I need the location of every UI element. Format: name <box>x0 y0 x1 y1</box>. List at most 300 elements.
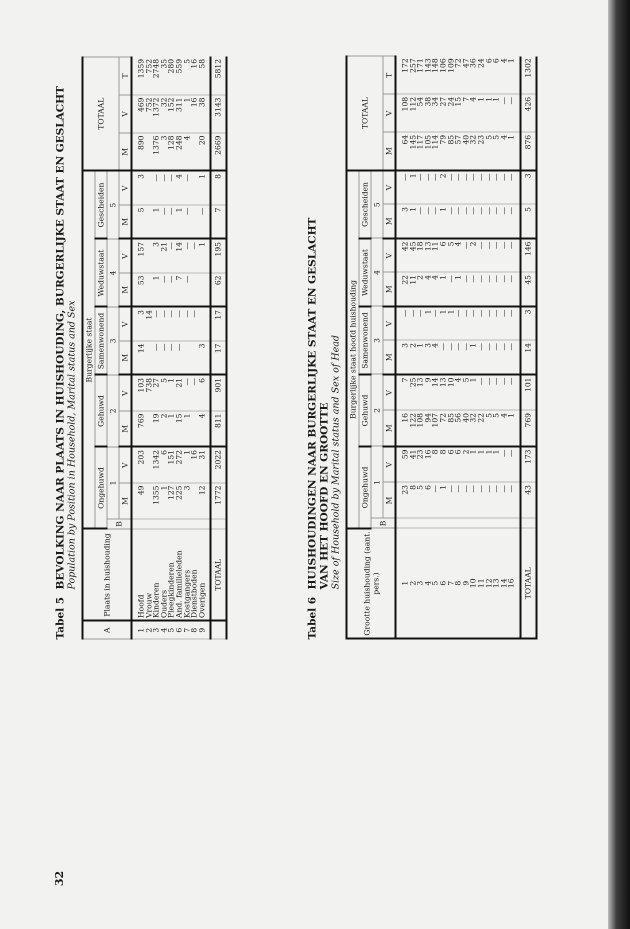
value-cell: 1 <box>477 447 485 483</box>
value-cell: 6 <box>493 56 501 94</box>
value-cell: 4 <box>500 132 508 170</box>
value-cell: 40 <box>462 132 470 170</box>
value-cell: 57 <box>455 132 463 170</box>
value-cell: — <box>500 94 508 132</box>
value-cell: 5 <box>132 205 146 239</box>
value-cell: — <box>500 205 508 239</box>
value-cell: — <box>183 375 191 411</box>
value-cell: 1 <box>153 273 161 307</box>
b-header: B <box>371 519 396 529</box>
value-cell: — <box>462 483 470 519</box>
value-cell: 1772 <box>211 483 227 519</box>
value-cell: 127 <box>168 483 176 519</box>
sex-header: V <box>119 239 132 273</box>
value-cell: 1 <box>409 205 417 239</box>
value-cell: 1 <box>160 483 168 519</box>
value-cell: 8 <box>439 447 447 483</box>
sex-header: M <box>383 341 396 375</box>
value-cell: 16 <box>191 447 199 483</box>
value-cell: — <box>396 170 410 204</box>
row-label: 8 <box>455 529 463 639</box>
value-cell: 7 <box>175 273 183 307</box>
value-cell: 6 <box>439 239 447 273</box>
value-cell: — <box>508 170 521 204</box>
value-cell: — <box>477 483 485 519</box>
total-sex-header: M <box>383 132 396 170</box>
value-cell: 23 <box>396 483 410 519</box>
value-cell: — <box>168 307 176 341</box>
group-header-gehuwd: Gehuwd <box>95 375 107 447</box>
group-header-gehuwd: Gehuwd <box>359 375 371 447</box>
sex-header: M <box>383 483 396 519</box>
value-cell: 5 <box>160 375 168 411</box>
value-cell: 43 <box>520 483 536 519</box>
value-cell: 1 <box>168 411 176 447</box>
value-cell: 426 <box>520 94 536 132</box>
row-label: 3 <box>417 529 425 639</box>
value-cell: 769 <box>520 411 536 447</box>
b-cell <box>447 519 455 529</box>
value-cell: — <box>485 273 493 307</box>
value-cell: 59 <box>396 447 410 483</box>
row-label: 16 <box>508 529 521 639</box>
value-cell: 1 <box>439 273 447 307</box>
value-cell: — <box>160 171 168 205</box>
value-cell: 203 <box>132 447 146 483</box>
b-cell <box>409 519 417 529</box>
sex-header: V <box>383 307 396 341</box>
value-cell: 23 <box>477 132 485 170</box>
value-cell: 36 <box>470 56 478 94</box>
value-cell: 42 <box>396 239 410 273</box>
sex-header: M <box>383 205 396 239</box>
value-cell <box>191 273 199 307</box>
row-label: TOTAAL <box>211 529 227 621</box>
value-cell: — <box>175 341 183 375</box>
sex-header: M <box>383 411 396 447</box>
value-cell: 4 <box>470 94 478 132</box>
value-cell: — <box>470 205 478 239</box>
value-cell: 22 <box>477 411 485 447</box>
row-label: TOTAAL <box>520 529 536 639</box>
value-cell: 72 <box>455 56 463 94</box>
group-number: 4 <box>371 239 383 307</box>
b-cell <box>470 519 478 529</box>
table-row <box>175 57 183 639</box>
row-label: Vrouw <box>145 529 153 621</box>
value-cell: 3 <box>198 341 211 375</box>
value-cell: 5 <box>447 239 455 273</box>
row-label-header: Grootte huishouding (aant. pers.) <box>347 529 396 639</box>
value-cell: — <box>424 205 432 239</box>
value-cell: 22 <box>396 273 410 307</box>
value-cell: 79 <box>439 132 447 170</box>
value-cell: 6 <box>485 56 493 94</box>
value-cell: 1 <box>175 205 183 239</box>
value-cell: 24 <box>447 94 455 132</box>
rotated-content <box>55 60 600 640</box>
value-cell: 18 <box>417 239 425 273</box>
value-cell: — <box>493 273 501 307</box>
value-cell: — <box>508 94 521 132</box>
value-cell: 5 <box>493 132 501 170</box>
sex-header: V <box>383 375 396 411</box>
group-number: 3 <box>371 307 383 375</box>
group-number: 2 <box>371 375 383 447</box>
value-cell: — <box>175 307 183 341</box>
value-cell: 1355 <box>153 483 161 519</box>
value-cell: — <box>417 205 425 239</box>
value-cell: 2 <box>160 411 168 447</box>
value-cell: 1 <box>439 205 447 239</box>
value-cell: 172 <box>396 56 410 94</box>
value-cell: 32 <box>470 411 478 447</box>
totaal-header: TOTAAL <box>83 57 120 171</box>
value-cell: — <box>508 341 521 375</box>
sex-header: V <box>119 375 132 411</box>
value-cell: 17 <box>211 341 227 375</box>
table-row <box>183 57 191 639</box>
value-cell: — <box>183 239 191 273</box>
value-cell: 64 <box>396 132 410 170</box>
value-cell: 23 <box>417 447 425 483</box>
value-cell: 1 <box>485 94 493 132</box>
table-row <box>198 57 211 639</box>
value-cell: 3 <box>520 307 536 341</box>
value-cell: 62 <box>211 273 227 307</box>
value-cell: — <box>432 205 440 239</box>
value-cell: 5 <box>462 375 470 411</box>
value-cell: 7 <box>396 375 410 411</box>
value-cell: 27 <box>439 94 447 132</box>
value-cell: 6 <box>424 483 432 519</box>
row-label: 9 <box>462 529 470 639</box>
group-header-weduwstaat: Weduwstaat <box>95 239 107 307</box>
row-label-header: Plaats in huishouding <box>83 529 132 621</box>
value-cell: 173 <box>520 447 536 483</box>
row-number: 8 <box>191 621 199 639</box>
total-sex-header: T <box>119 57 132 95</box>
row-label: Ouders <box>160 529 168 621</box>
value-cell: 105 <box>424 132 432 170</box>
value-cell: — <box>493 205 501 239</box>
value-cell: 7 <box>462 94 470 132</box>
value-cell: 3 <box>183 483 191 519</box>
value-cell: 876 <box>520 132 536 170</box>
value-cell: — <box>432 307 440 341</box>
group-header-ongehuwd: Ongehuwd <box>359 447 371 529</box>
sex-header: V <box>383 170 396 204</box>
group-header-weduwstaat: Weduwstaat <box>359 239 371 307</box>
value-cell: 1 <box>493 447 501 483</box>
value-cell: — <box>432 483 440 519</box>
value-cell: — <box>160 205 168 239</box>
value-cell: 38 <box>424 94 432 132</box>
value-cell: 559 <box>175 57 183 95</box>
value-cell: 32 <box>160 95 168 133</box>
row-number <box>211 621 227 639</box>
value-cell: 1 <box>153 205 161 239</box>
value-cell: — <box>417 307 425 341</box>
value-cell: 148 <box>432 56 440 94</box>
group-number: 3 <box>107 307 119 375</box>
value-cell: — <box>417 170 425 204</box>
row-label: 2 <box>409 529 417 639</box>
sex-header: V <box>383 239 396 273</box>
value-cell: 85 <box>447 132 455 170</box>
value-cell: 109 <box>447 56 455 94</box>
value-cell: 1 <box>417 341 425 375</box>
value-cell: — <box>485 170 493 204</box>
value-cell: — <box>485 375 493 411</box>
row-label: Hoofd <box>132 529 146 621</box>
value-cell: — <box>508 307 521 341</box>
row-number: 3 <box>153 621 161 639</box>
row-label: 7 <box>447 529 455 639</box>
value-cell: — <box>485 239 493 273</box>
value-cell: — <box>160 341 168 375</box>
table-6-subtitle: Size of Household by Marital status and Sex of Head <box>330 334 342 590</box>
b-cell <box>132 519 146 529</box>
value-cell: 5812 <box>211 57 227 95</box>
group-number: 5 <box>371 170 383 238</box>
row-label: 6 <box>439 529 447 639</box>
sex-header: M <box>383 273 396 307</box>
b-cell <box>417 519 425 529</box>
total-row <box>211 57 227 639</box>
b-header: B <box>107 519 132 529</box>
row-label: Dienstboden <box>191 529 199 621</box>
b-cell <box>396 519 410 529</box>
value-cell: — <box>477 239 485 273</box>
b-cell <box>432 519 440 529</box>
value-cell: 122 <box>409 411 417 447</box>
value-cell: 1 <box>470 447 478 483</box>
value-cell: 151 <box>168 447 176 483</box>
b-cell <box>477 519 485 529</box>
marital-status-header: Burgerlijke staat hoofd huishouding <box>347 170 360 528</box>
value-cell: 12 <box>198 483 211 519</box>
value-cell: — <box>508 483 521 519</box>
value-cell: 8 <box>211 171 227 205</box>
total-sex-header: V <box>119 95 132 133</box>
value-cell: — <box>183 205 191 239</box>
col-a-header: A <box>83 621 132 639</box>
value-cell: — <box>191 307 199 341</box>
value-cell: 17 <box>211 307 227 341</box>
value-cell: 101 <box>520 375 536 411</box>
value-cell: — <box>485 307 493 341</box>
value-cell: — <box>447 483 455 519</box>
value-cell: 4 <box>500 411 508 447</box>
total-sex-header: M <box>119 133 132 171</box>
value-cell: 16 <box>191 95 199 133</box>
value-cell: 114 <box>432 132 440 170</box>
sex-header: V <box>119 171 132 205</box>
value-cell: 769 <box>132 411 146 447</box>
sex-header: M <box>119 273 132 307</box>
value-cell: — <box>183 273 191 307</box>
value-cell: 8 <box>432 447 440 483</box>
value-cell: 45 <box>520 273 536 307</box>
value-cell: 16 <box>191 57 199 95</box>
value-cell: 25 <box>409 375 417 411</box>
value-cell: 469 <box>132 95 146 133</box>
value-cell: 7 <box>211 205 227 239</box>
value-cell: — <box>455 170 463 204</box>
b-cell <box>168 519 176 529</box>
value-cell: — <box>462 341 470 375</box>
value-cell: — <box>396 307 410 341</box>
table-row <box>132 57 146 639</box>
value-cell: — <box>508 205 521 239</box>
value-cell: 1 <box>439 307 447 341</box>
value-cell: — <box>168 341 176 375</box>
value-cell: — <box>500 170 508 204</box>
value-cell: — <box>168 171 176 205</box>
value-cell: — <box>462 239 470 273</box>
value-cell: — <box>477 170 485 204</box>
row-label: 11 <box>477 529 485 639</box>
value-cell: 1 <box>508 411 521 447</box>
value-cell: — <box>477 375 485 411</box>
value-cell: 280 <box>168 57 176 95</box>
sex-header: V <box>383 447 396 483</box>
value-cell: 1 <box>183 447 191 483</box>
b-cell <box>198 519 211 529</box>
b-cell <box>160 519 168 529</box>
value-cell: 1 <box>439 483 447 519</box>
sex-header: M <box>119 205 132 239</box>
group-header-ongehuwd: Ongehuwd <box>95 447 107 529</box>
value-cell: 4 <box>424 273 432 307</box>
table-row <box>396 56 410 638</box>
value-cell: — <box>508 239 521 273</box>
value-cell: 4 <box>183 133 191 171</box>
value-cell: — <box>198 205 211 239</box>
row-label: Pleegkinderen <box>168 529 176 621</box>
value-cell: 1 <box>455 273 463 307</box>
value-cell: — <box>168 239 176 273</box>
value-cell: 13 <box>439 375 447 411</box>
value-cell: 14 <box>175 239 183 273</box>
value-cell: — <box>470 170 478 204</box>
table-6-title-line2: VAN HET HOOFD EN GROOTTE <box>318 402 331 590</box>
group-header-gescheiden: Gescheiden <box>95 171 107 239</box>
value-cell: — <box>409 307 417 341</box>
value-cell: — <box>493 239 501 273</box>
value-cell: 10 <box>447 375 455 411</box>
value-cell: 5 <box>485 411 493 447</box>
group-header-samenwonend: Samenwonend <box>95 307 107 375</box>
value-cell: — <box>493 170 501 204</box>
value-cell: 2 <box>470 239 478 273</box>
value-cell: — <box>462 273 470 307</box>
value-cell: — <box>500 239 508 273</box>
value-cell: 72 <box>439 411 447 447</box>
value-cell: — <box>485 341 493 375</box>
value-cell: 143 <box>424 56 432 94</box>
group-number: 2 <box>107 375 119 447</box>
value-cell: — <box>500 483 508 519</box>
value-cell: — <box>477 205 485 239</box>
value-cell: 106 <box>439 56 447 94</box>
value-cell: 56 <box>455 411 463 447</box>
value-cell: — <box>462 307 470 341</box>
group-number: 1 <box>107 447 119 519</box>
value-cell: 4 <box>198 411 211 447</box>
value-cell: 3 <box>424 341 432 375</box>
value-cell: 3 <box>132 307 146 341</box>
value-cell: — <box>424 170 432 204</box>
value-cell: 4 <box>432 273 440 307</box>
value-cell: — <box>447 273 455 307</box>
value-cell: — <box>485 483 493 519</box>
value-cell: 2 <box>439 170 447 204</box>
page-number: 32 <box>53 870 67 887</box>
value-cell: — <box>191 375 199 411</box>
table-row <box>508 56 521 638</box>
value-cell: 53 <box>132 273 146 307</box>
value-cell: — <box>485 205 493 239</box>
value-cell: — <box>493 341 501 375</box>
value-cell: 32 <box>470 132 478 170</box>
value-cell: — <box>462 205 470 239</box>
value-cell: 13 <box>424 239 432 273</box>
value-cell: 6 <box>198 375 211 411</box>
total-sex-header: T <box>383 56 396 94</box>
value-cell: 58 <box>198 57 211 95</box>
value-cell: 5 <box>520 205 536 239</box>
value-cell: — <box>153 341 161 375</box>
value-cell: — <box>477 307 485 341</box>
value-cell: 171 <box>417 56 425 94</box>
b-cell <box>183 519 191 529</box>
value-cell: — <box>500 273 508 307</box>
value-cell: 3 <box>153 239 161 273</box>
b-cell <box>424 519 432 529</box>
row-label: 1 <box>396 529 410 639</box>
value-cell: — <box>462 170 470 204</box>
b-cell <box>485 519 493 529</box>
value-cell: 1 <box>493 94 501 132</box>
value-cell: 16 <box>424 447 432 483</box>
value-cell: 146 <box>520 239 536 273</box>
value-cell: 6 <box>160 447 168 483</box>
value-cell: — <box>470 273 478 307</box>
value-cell: — <box>493 483 501 519</box>
group-number: 5 <box>107 171 119 239</box>
value-cell: 40 <box>462 411 470 447</box>
value-cell: 20 <box>198 133 211 171</box>
value-cell: 311 <box>175 95 183 133</box>
value-cell: 107 <box>432 411 440 447</box>
value-cell: 14 <box>432 375 440 411</box>
value-cell: — <box>160 307 168 341</box>
value-cell: — <box>500 307 508 341</box>
b-cell <box>508 519 521 529</box>
row-number: 5 <box>168 621 176 639</box>
value-cell: 1 <box>409 170 417 204</box>
value-cell: 1 <box>508 132 521 170</box>
b-cell <box>153 519 161 529</box>
value-cell: 1 <box>198 171 211 205</box>
row-number: 9 <box>198 621 211 639</box>
row-label: 12 <box>485 529 493 639</box>
value-cell: — <box>500 447 508 483</box>
value-cell: 1 <box>485 447 493 483</box>
value-cell: — <box>470 307 478 341</box>
